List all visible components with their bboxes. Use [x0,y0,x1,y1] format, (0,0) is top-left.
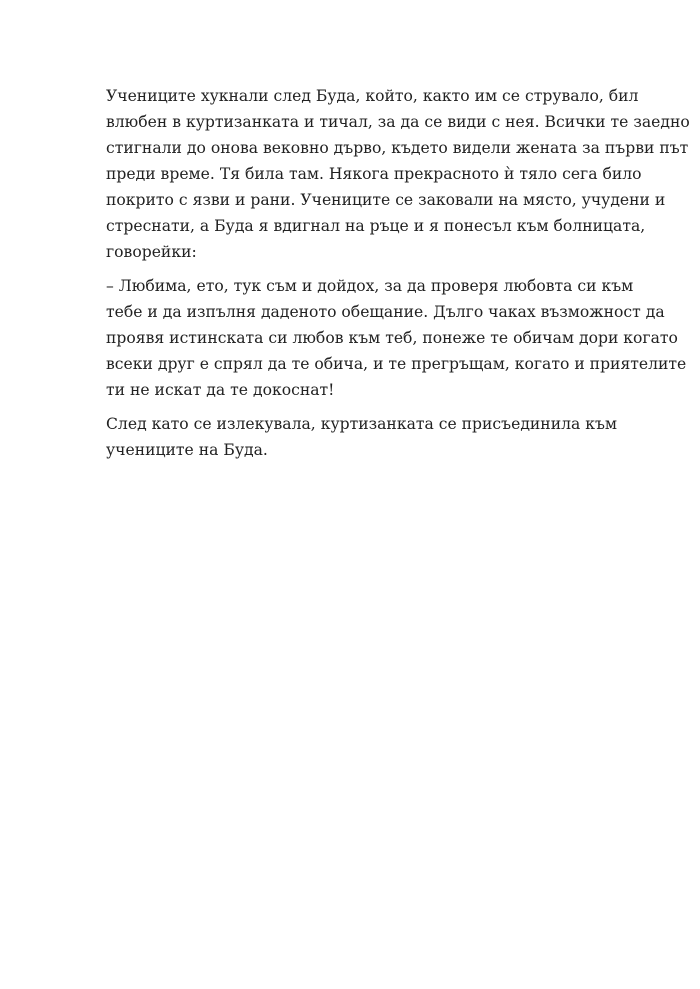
text-line: – Любима, ето, тук съм и дойдох, за да проверя любовта си към [106,277,634,295]
text-line: ти не искат да те докоснат! [106,381,335,399]
text-line: Учениците хукнали след Буда, който, както им се струвало, бил [106,87,639,105]
text-line: преди време. Тя била там. Някога прекрасното ѝ тяло сега било [106,165,642,183]
text-line: покрито с язви и рани. Учениците се заковали на място, учудени и [106,191,666,209]
text-line: учениците на Буда. [106,441,268,459]
text-line: стреснати, а Буда я вдигнал на ръце и я понесъл към болницата, [106,217,646,235]
text-line: тебе и да изпълня даденото обещание. Дълго чаках възможност да [106,303,665,321]
paragraph [84,83,690,265]
text-line: стигнали до онова вековно дърво, където видели жената за първи път [106,139,689,157]
paragraph [84,411,624,463]
body-text [84,83,690,471]
text-line: След като се излекувала, куртизанката се присъединила към [106,415,618,433]
text-line: говорейки: [106,243,197,261]
text-line: влюбен в куртизанката и тичал, за да се види с нея. Всички те заедно [106,113,690,131]
paragraph [84,273,687,403]
text-line: всеки друг е спрял да те обича, и те прегръщам, когато и приятелите [106,355,687,373]
text-line: проявя истинската си любов към теб, понеже те обичам дори когато [106,329,678,347]
